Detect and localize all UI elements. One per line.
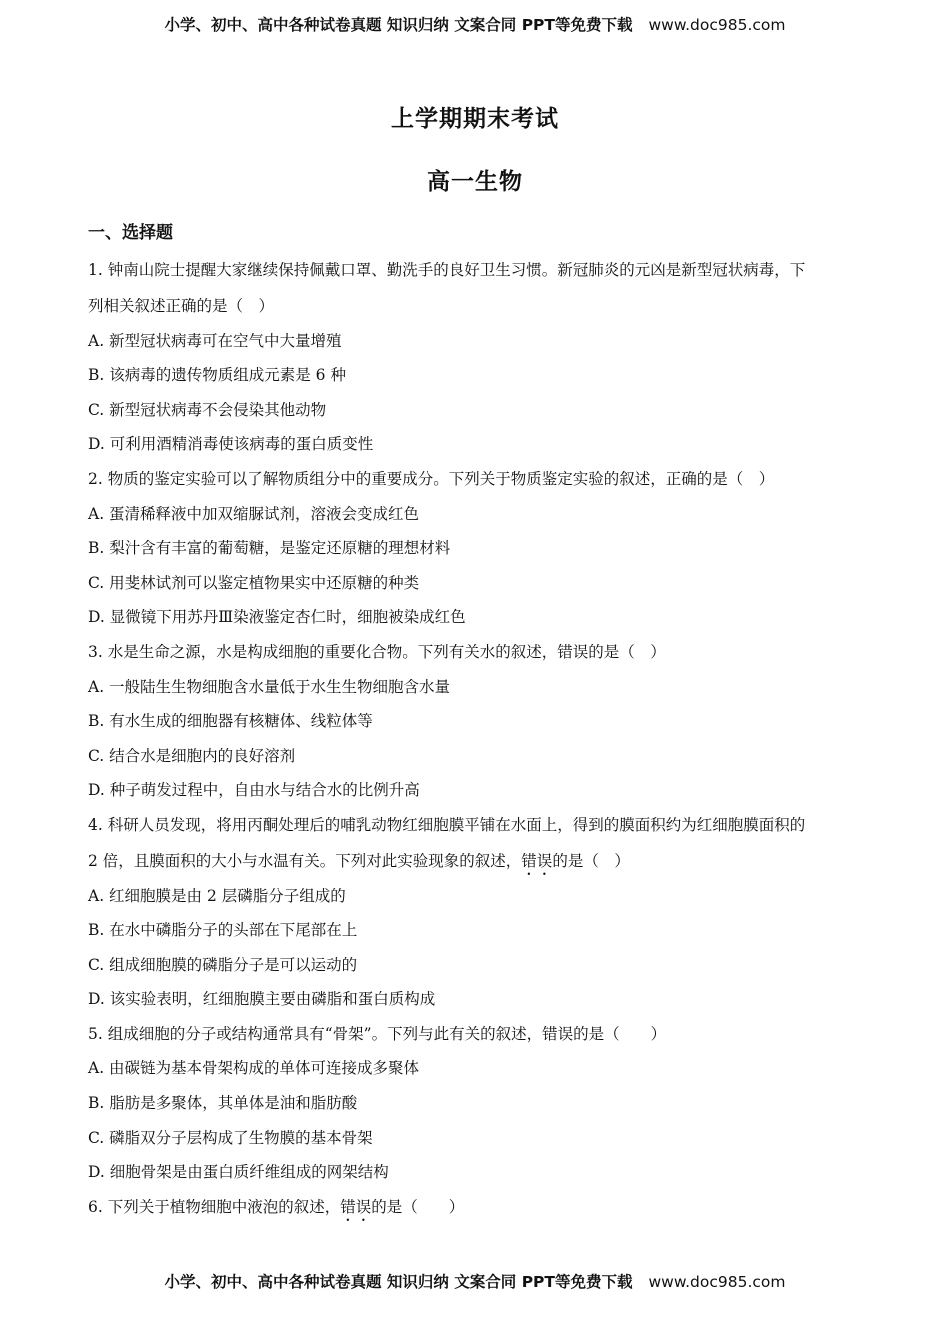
banner-text: 小学、初中、高中各种试卷真题 知识归纳 文案合同 PPT: [164, 16, 555, 34]
option-d: D. 细胞骨架是由蛋白质纤维组成的网架结构: [88, 1163, 389, 1182]
option-d: D. 可利用酒精消毒使该病毒的蛋白质变性: [88, 435, 374, 454]
stem-text-end: 的是（ ）: [552, 851, 630, 870]
question-2: [88, 462, 864, 635]
option-b: B. 梨汁含有丰富的葡萄糖，是鉴定还原糖的理想材料: [88, 539, 451, 558]
option-b: B. 有水生成的细胞器有核糖体、线粒体等: [88, 712, 373, 731]
footer-banner: [0, 1270, 950, 1292]
question-stem-cont: [88, 843, 864, 879]
option-b: B. 该病毒的遗传物质组成元素是 6 种: [88, 366, 346, 385]
option-a: A. 由碳链为基本骨架构成的单体可连接成多聚体: [88, 1059, 420, 1078]
option-a: A. 新型冠状病毒可在空气中大量增殖: [88, 331, 342, 350]
option-b: B. 在水中磷脂分子的头部在下尾部在上: [88, 921, 358, 940]
question-4: [88, 808, 864, 1017]
question-list: [88, 253, 864, 1224]
question-stem: 1. 钟南山院士提醒大家继续保持佩戴口罩、勤洗手的良好卫生习惯。新冠肺炎的元凶是新型冠状病毒，下: [88, 261, 806, 279]
page-subtitle: 高一生物: [427, 168, 523, 195]
banner-site-link[interactable]: www.doc985.com: [648, 16, 786, 34]
option-d: D. 种子萌发过程中，自由水与结合水的比例升高: [88, 781, 420, 800]
banner-site-link[interactable]: www.doc985.com: [648, 1273, 786, 1291]
header-banner: [0, 13, 950, 35]
page-title: 上学期期末考试: [391, 105, 559, 132]
question-5: [88, 1017, 864, 1190]
section-heading: 一、选择题: [88, 223, 173, 243]
question-stem: 3. 水是生命之源，水是构成细胞的重要化合物。下列有关水的叙述，错误的是（ ）: [88, 642, 666, 661]
question-1: [88, 253, 864, 462]
option-a: A. 红细胞膜是由 2 层磷脂分子组成的: [88, 886, 346, 905]
banner-text: 小学、初中、高中各种试卷真题 知识归纳 文案合同 PPT: [164, 1273, 555, 1291]
banner-text-2: 等免费下载: [554, 1273, 633, 1291]
option-c: C. 新型冠状病毒不会侵染其他动物: [88, 400, 327, 419]
option-c: C. 磷脂双分子层构成了生物膜的基本骨架: [88, 1128, 373, 1147]
stem-text-end: 的是（ ）: [371, 1197, 465, 1216]
option-a: A. 一般陆生生物细胞含水量低于水生生物细胞含水量: [88, 677, 451, 696]
option-d: D. 该实验表明，红细胞膜主要由磷脂和蛋白质构成: [88, 990, 436, 1009]
emphasis-text: 错误: [521, 851, 553, 870]
question-3: [88, 635, 864, 808]
option-d: D. 显微镜下用苏丹Ⅲ染液鉴定杏仁时，细胞被染成红色: [88, 608, 466, 627]
option-b: B. 脂肪是多聚体，其单体是油和脂肪酸: [88, 1094, 358, 1113]
stem-text: 6. 下列关于植物细胞中液泡的叙述，: [88, 1197, 341, 1216]
option-c: C. 组成细胞膜的磷脂分子是可以运动的: [88, 955, 358, 974]
question-6: [88, 1190, 864, 1225]
emphasis-text: 错误: [340, 1197, 372, 1216]
question-stem-cont: 列相关叙述正确的是（ ）: [88, 296, 275, 315]
option-c: C. 结合水是细胞内的良好溶剂: [88, 746, 296, 765]
question-stem: 2. 物质的鉴定实验可以了解物质组分中的重要成分。下列关于物质鉴定实验的叙述，正确的是（ ）: [88, 469, 775, 488]
question-stem: 5. 组成细胞的分子或结构通常具有“骨架”。下列与此有关的叙述，错误的是（ ）: [88, 1024, 667, 1043]
stem-text: 2 倍，且膜面积的大小与水温有关。下列对此实验现象的叙述，: [88, 851, 522, 870]
banner-text-2: 等免费下载: [554, 16, 633, 34]
question-stem: [88, 1190, 864, 1225]
option-a: A. 蛋清稀释液中加双缩脲试剂，溶液会变成红色: [88, 504, 420, 523]
option-c: C. 用斐林试剂可以鉴定植物果实中还原糖的种类: [88, 573, 420, 592]
question-stem: 4. 科研人员发现，将用丙酮处理后的哺乳动物红细胞膜平铺在水面上，得到的膜面积约为红细胞膜面积的: [88, 815, 806, 834]
